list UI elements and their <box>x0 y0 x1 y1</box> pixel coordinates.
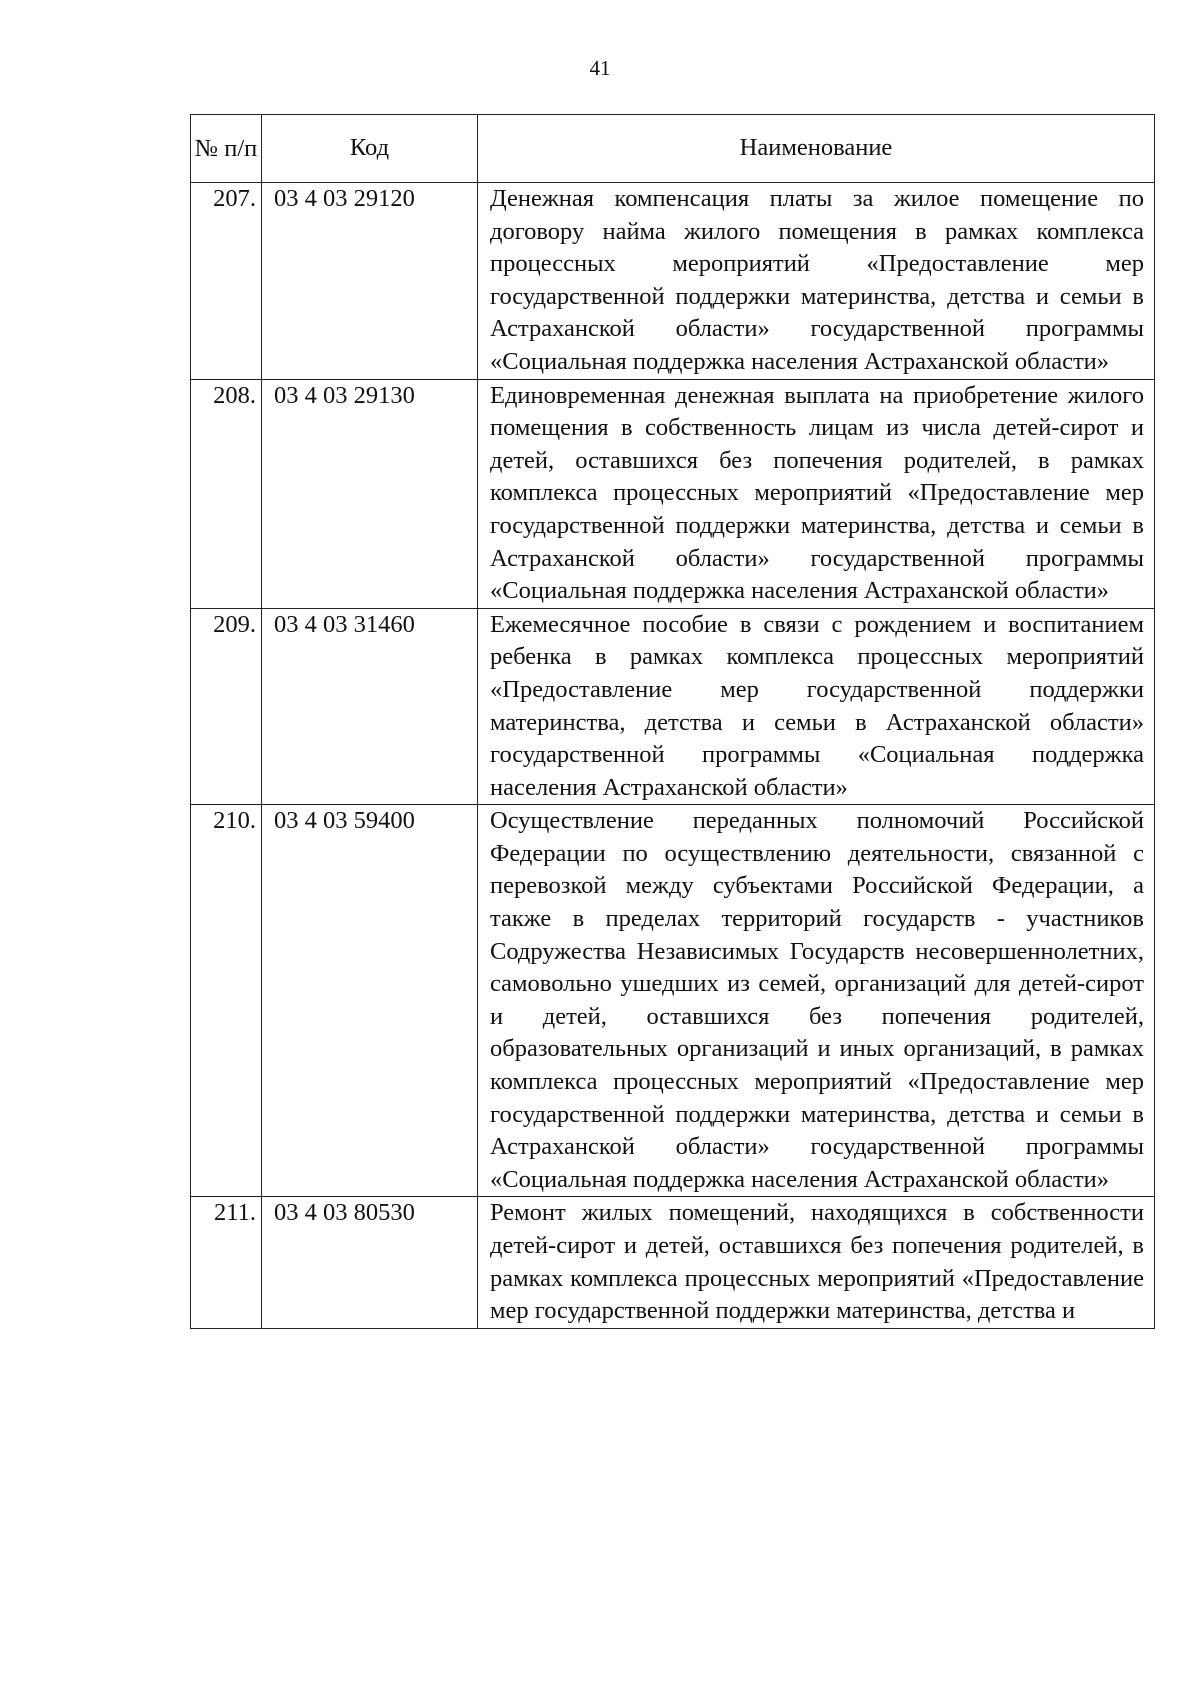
row-code: 03 4 03 29120 <box>262 183 478 380</box>
row-code: 03 4 03 31460 <box>262 608 478 805</box>
table-row <box>191 1197 1155 1328</box>
header-name: Наименование <box>478 115 1155 183</box>
header-number: № п/п <box>191 115 262 183</box>
table-row <box>191 608 1155 805</box>
row-name: Ремонт жилых помещений, находящихся в собственности детей-сирот и детей, оставшихся без попечения родителей, в рамках комплекса процессных мероприятий «Предоставление мер государственной поддержки материнства, детства и <box>478 1197 1155 1328</box>
row-name: Денежная компенсация платы за жилое помещение по договору найма жилого помещения в рамках комплекса процессных мероприятий «Предоставление мер государственной поддержки материнства, детства и семьи в Астраханской области» государственной программы «Социальная поддержка населения Астраханской области» <box>478 183 1155 380</box>
row-number: 211. <box>191 1197 262 1328</box>
table-header-row <box>191 115 1155 183</box>
row-number: 207. <box>191 183 262 380</box>
header-code: Код <box>262 115 478 183</box>
row-name: Ежемесячное пособие в связи с рождением и воспитанием ребенка в рамках комплекса процессных мероприятий «Предоставление мер государственной поддержки материнства, детства и семьи в Астраханской области» государственной программы «Социальная поддержка населения Астраханской области» <box>478 608 1155 805</box>
page-number: 41 <box>589 56 611 80</box>
row-code: 03 4 03 59400 <box>262 805 478 1197</box>
table-row <box>191 379 1155 608</box>
row-number: 209. <box>191 608 262 805</box>
row-code: 03 4 03 29130 <box>262 379 478 608</box>
row-code: 03 4 03 80530 <box>262 1197 478 1328</box>
table-row <box>191 183 1155 380</box>
row-number: 208. <box>191 379 262 608</box>
row-name: Осуществление переданных полномочий Российской Федерации по осуществлению деятельности, связанной с перевозкой между субъектами Российской Федерации, а также в пределах территорий государств - участников Содружества Независимых Государств несовершеннолетних, самовольно ушедших из семей, организаций для детей-сирот и детей, оставшихся без попечения родителей, образовательных организаций и иных организаций, в рамках комплекса процессных мероприятий «Предоставление мер государственной поддержки материнства, детства и семьи в Астраханской области» государственной программы «Социальная поддержка населения Астраханской области» <box>478 805 1155 1197</box>
row-number: 210. <box>191 805 262 1197</box>
table-row <box>191 805 1155 1197</box>
row-name: Единовременная денежная выплата на приобретение жилого помещения в собственность лицам из числа детей-сирот и детей, оставшихся без попечения родителей, в рамках комплекса процессных мероприятий «Предоставление мер государственной поддержки материнства, детства и семьи в Астраханской области» государственной программы «Социальная поддержка населения Астраханской области» <box>478 379 1155 608</box>
budget-classification-table <box>190 114 1155 1329</box>
